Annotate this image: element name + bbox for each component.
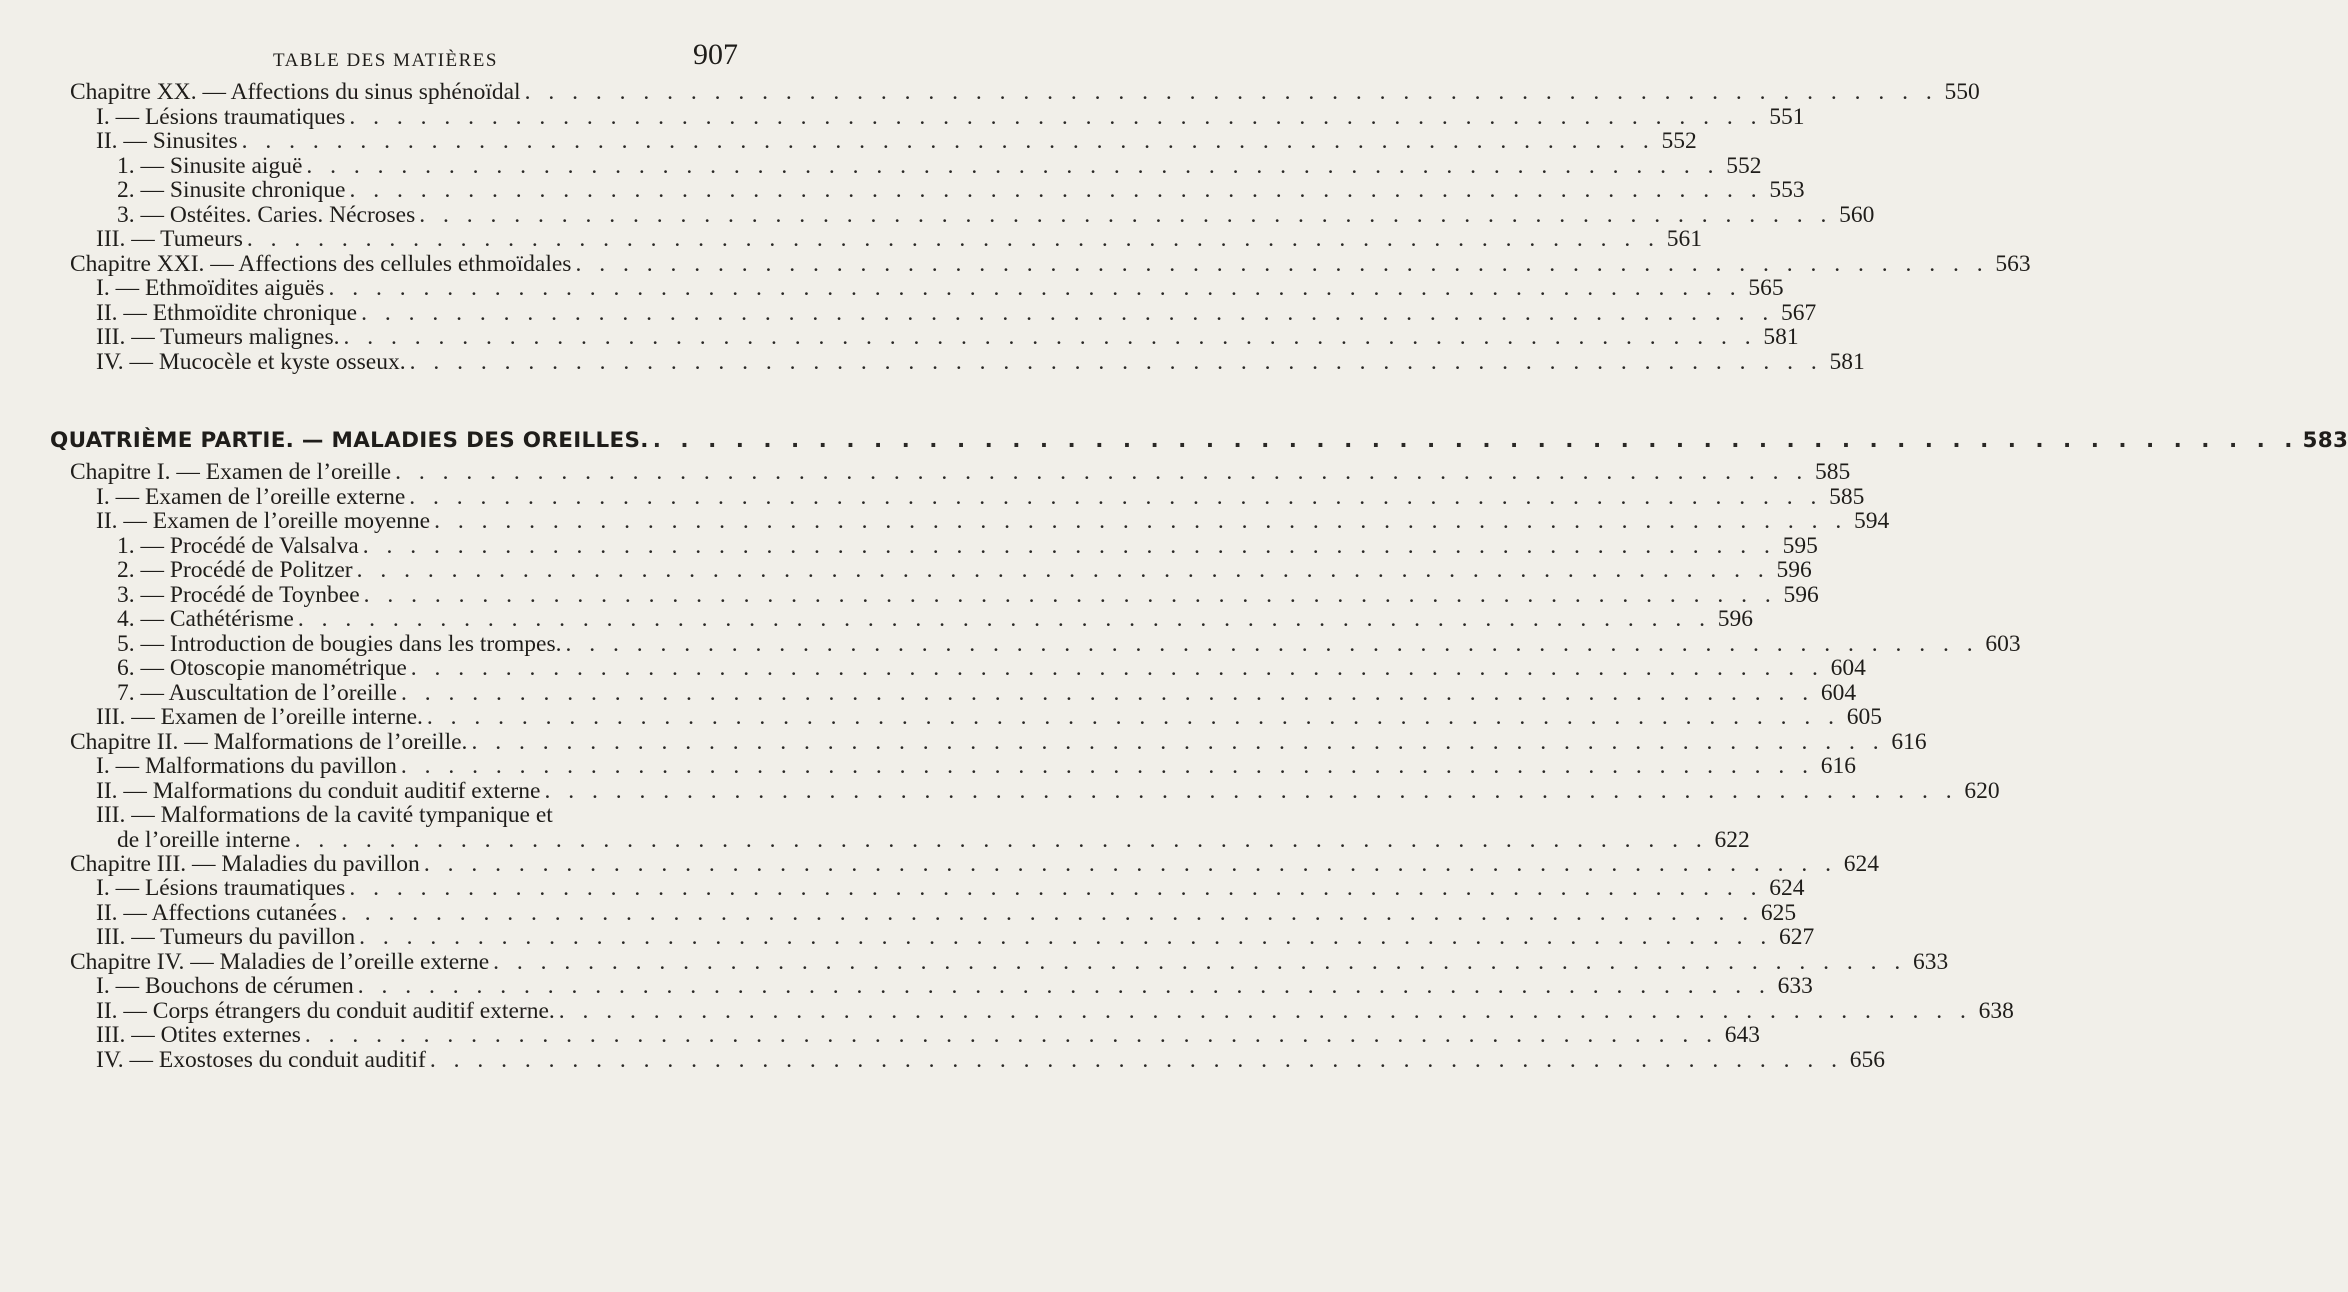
toc-entry-label: 1. — Sinusite aiguë xyxy=(117,152,303,179)
toc-entry-row xyxy=(0,997,2014,1024)
dot-leader: . . . . . . . . . . . . . . . . . . . . . . . . . . . . . . . . . . . . . . . . . . . . . . . . . . . . . . . . . . . . xyxy=(349,875,1763,901)
dot-leader: . . . . . . . . . . . . . . . . . . . . . . . . . . . . . . . . . . . . . . . . . . . . . . . . . . . . . . . . . . . . xyxy=(297,606,1711,632)
running-title: TABLE DES MATIÈRES xyxy=(273,50,498,71)
toc-entry-label: II. — Examen de l’oreille moyenne xyxy=(96,508,431,534)
toc-page-number: 624 xyxy=(1843,850,1879,877)
toc-entry-label: 7. — Auscultation de l’oreille xyxy=(117,679,397,706)
toc-entry-label: Chapitre I. — Examen de l’oreille xyxy=(70,459,392,485)
dot-leader: . . . . . . . . . . . . . . . . . . . . . . . . . . . . . . . . . . . . . . . . . . . . . . . . . . . . . . . . . . . . xyxy=(246,226,1661,252)
toc-page-number: 560 xyxy=(1839,201,1875,228)
page-number: 907 xyxy=(693,38,738,71)
dot-leader: . . . . . . . . . . . . . . . . . . . . . . . . . . . . . . . . . . . . . . . . . . . . . . . . . . . . . . . . . . . . xyxy=(410,655,1824,681)
toc-page-number: 552 xyxy=(1726,152,1762,179)
dot-leader: . . . . . . . . . . . . . . . . . . . . . . . . . . . . . . . . . . . . . . . . . . . . . . . . . . . . . . . . . . . . xyxy=(341,899,1755,926)
toc-entry-label: II. — Malformations du conduit auditif externe xyxy=(96,777,541,804)
toc-chapter-row xyxy=(0,850,1879,877)
dot-leader: . . . . . . . . . . . . . . . . . . . . . . . . . . . . . . . . . . . . . . . . . . . . . . . . . . . . . . . . . . . . xyxy=(544,777,1958,804)
toc-page-number: 616 xyxy=(1891,728,1927,755)
dot-leader: . . . . . . . . . . . . . . . . . . . . . . . . . . . . . . . . . . . . . . . . . . . . . . . . . . . . . . . . . . . . xyxy=(357,973,1771,999)
dot-leader: . . . . . . . . . . . . . . . . . . . . . . . . . . . . . . . . . . . . . . . . . . . . . . . . . . . . . . . . . . . . xyxy=(419,201,1833,228)
dot-leader: . . . . . . . . . . . . . . . . . . . . . . . . . . . . . . . . . . . . . . . . . . . . . . . . . . . . . . . . . . . . xyxy=(361,299,1775,326)
dot-leader: . . . . . . . . . . . . . . . . . . . . . . . . . . . . . . . . . . . . . . . . . . . . . . . . . . . . . . . . . . . . xyxy=(429,1046,1843,1073)
dot-leader: . . . . . . . . . . . . . . . . . . . . . . . . . . . . . . . . . . . . . . . . . . . . . . . . . . . . . . . . . . . . xyxy=(575,250,1989,277)
dot-leader: . . . . . . . . . . . . . . . . . . . . . . . . . . . . . . . . . . . . . . . . . . . . . . . . . . . . . . . . . . . . xyxy=(241,128,1655,154)
toc-entry-label: 5. — Introduction de bougies dans les trompes. xyxy=(117,630,562,657)
toc-entry-label: III. — Tumeurs xyxy=(96,226,243,252)
toc-entry-label: II. — Sinusites xyxy=(96,128,238,154)
toc-entry-label: I. — Examen de l’oreille externe xyxy=(96,483,406,510)
toc-page-number: 551 xyxy=(1769,103,1805,130)
toc-page-number: 581 xyxy=(1829,348,1865,375)
toc-entry-label: I. — Malformations du pavillon xyxy=(96,753,397,779)
toc-page-number: 616 xyxy=(1820,753,1857,779)
dot-leader: . . . . . . . . . . . . . . . . . . . . . . . . . . . . . . . . . . . . . . . . . . . . . . . . . . . . . . . . . . . . xyxy=(306,152,1720,179)
toc-entry-row xyxy=(0,275,1784,301)
toc-entry-row xyxy=(0,324,1799,350)
dot-leader: . . . . . . . . . . . . . . . . . . . . . . . . . . . . . . . . . . . . . . . . . . . . . . . . . . . . . . . . . . . . xyxy=(400,753,1815,779)
toc-entry-row xyxy=(0,532,1818,559)
toc-entry-label: 2. — Procédé de Politzer xyxy=(117,557,353,583)
toc-entry-row xyxy=(0,875,1805,901)
toc-entry-row xyxy=(0,348,1865,375)
toc-chapter-row xyxy=(0,948,1949,975)
dot-leader: . . . . . . . . . . . . . . . . . . . . . . . . . . . . . . . . . . . . . . . . . . . . . . . . . . . . . . . . . . . . xyxy=(558,997,1972,1024)
toc-page-number: 638 xyxy=(1978,997,2014,1024)
dot-leader: . . . . . . . . . . . . . . . . . . . . . . . . . . . . . . . . . . . . . . . . . . . . . . . . . . . . . . . . . . . . xyxy=(471,728,1885,755)
toc-entry-row xyxy=(0,508,1890,534)
toc-entry-row xyxy=(0,226,1703,252)
toc-entry-label: IV. — Exostoses du conduit auditif xyxy=(96,1046,426,1073)
dot-leader: . . . . . . . . . . . . . . . . . . . . . . . . . . . . . . . . . . . . . . . . . . . . . . . . . . . . . . . . . . . . xyxy=(294,826,1708,853)
dot-leader: . . . . . . . . . . . . . . . . . . . . . . . . . . . . . . . . . . . . . . . . . . . . . . . . . . . . . . . . . . . . xyxy=(409,348,1823,375)
toc-entry-label: 2. — Sinusite chronique xyxy=(117,177,346,203)
toc-entry-label: II. — Affections cutanées xyxy=(96,899,338,926)
section-gap xyxy=(0,374,800,426)
toc-entry-label: de l’oreille interne xyxy=(117,826,291,853)
toc-entry-label: 3. — Ostéites. Caries. Nécroses xyxy=(117,201,416,228)
toc-entry-label: III. — Otites externes xyxy=(96,1022,301,1048)
table-of-contents xyxy=(0,79,2348,1073)
toc-entry-row xyxy=(0,655,1866,681)
toc-chapter-row xyxy=(0,79,1980,105)
toc-chapter-row xyxy=(0,250,2031,277)
toc-page-number: 624 xyxy=(1769,875,1805,901)
toc-entry-label: I. — Lésions traumatiques xyxy=(96,875,346,901)
dot-leader: . . . . . . . . . . . . . . . . . . . . . . . . . . . . . . . . . . . . . . . . . . . . . . . . . . . . . . . . . . . . xyxy=(328,275,1742,301)
toc-entry-row xyxy=(0,201,1875,228)
toc-entry-row xyxy=(0,679,1857,706)
toc-entry-label: Chapitre III. — Maladies du pavillon xyxy=(70,850,420,877)
toc-page-number: 625 xyxy=(1760,899,1797,926)
toc-page-number: 561 xyxy=(1666,226,1703,252)
toc-entry-label: III. — Malformations de la cavité tympanique et xyxy=(96,802,553,828)
toc-entry-label: I. — Bouchons de cérumen xyxy=(96,973,354,999)
toc-entry-row xyxy=(0,103,1805,130)
dot-leader: . . . . . . . . . . . . . . . . . . . . . . . . . . . . . . . . . . . . . . . . . . . . . . . . . . . . . . . . . . . . xyxy=(349,177,1763,203)
toc-page-number: 596 xyxy=(1776,557,1812,583)
dot-leader: . . . . . . . . . . . . . . . . . . . . . . . . . . . . . . . . . . . . . . . . . . . . . . . . . . . . . . . . . . . . xyxy=(356,557,1770,583)
dot-leader: . . . . . . . . . . . . . . . . . . . . . . . . . . . . . . . . . . . . . . . . . . . . . . . . . . . . . . . . . . . . xyxy=(434,508,1848,534)
toc-entry-label: 4. — Cathétérisme xyxy=(117,606,294,632)
toc-entry-label: II. — Corps étrangers du conduit auditif externe. xyxy=(96,997,555,1024)
toc-page-number: 563 xyxy=(1995,250,2031,277)
dot-leader: . . . . . . . . . . . . . . . . . . . . . . . . . . . . . . . . . . . . . . . . . . . . . . . . . . . . . . . . . . . . xyxy=(409,483,1823,510)
dot-leader: . . . . . . . . . . . . . . . . . . . . . . . . . . . . . . . . . . . . . . . . . . . . . . . . . . . . . . . . . . . . xyxy=(565,630,1979,657)
toc-entry-label: I. — Lésions traumatiques xyxy=(96,103,346,130)
dot-leader: . . . . . . . . . . . . . . . . . . . . . . . . . . . . . . . . . . . . . . . . . . . . . . . . . . . . . . . . . . . . xyxy=(349,103,1763,130)
toc-entry-row xyxy=(0,777,2000,804)
toc-page-number: 627 xyxy=(1779,924,1815,950)
dot-leader: . . . . . . . . . . . . . . . . . . . . . . . . . . . . . . . . . . . . . . . . . . . . . . . . . . . . . . . . . . . . xyxy=(400,679,1815,706)
toc-page-number: 595 xyxy=(1782,532,1818,559)
toc-page-number: 553 xyxy=(1769,177,1805,203)
toc-page-number: 585 xyxy=(1829,483,1865,510)
toc-page-number: 581 xyxy=(1763,324,1799,350)
toc-entry-row xyxy=(0,581,1819,608)
toc-page-number: 594 xyxy=(1853,508,1890,534)
toc-page-number: 604 xyxy=(1830,655,1866,681)
toc-page-number: 565 xyxy=(1748,275,1784,301)
toc-entry-label: 6. — Otoscopie manométrique xyxy=(117,655,407,681)
dot-leader: . . . . . . . . . . . . . . . . . . . . . . . . . . . . . . . . . . . . . . . . . . . . . . . . . . . . . . . . . . . . xyxy=(362,532,1776,559)
dot-leader: . . . . . . . . . . . . . . . . . . . . . . . . . . . . . . . . . . . . . . . . . . . . . . . . . . . . . . . . . . . . xyxy=(395,459,1809,485)
toc-page-number: 622 xyxy=(1714,826,1750,853)
dot-leader: . . . . . . . . . . . . . . . . . . . . . . . . . . . . . . . . . . . . . . . . . . . . . . . . . . . . . . . . . . . . xyxy=(423,850,1837,877)
toc-entry-row xyxy=(0,704,1883,730)
running-head xyxy=(0,38,800,78)
toc-entry-row xyxy=(0,753,1857,779)
toc-page-number: 656 xyxy=(1849,1046,1885,1073)
dot-leader: . . . . . . . . . . . . . . . . . . . . . . . . . . . . . . . . . . . . . . . . . . . . . . . . . . . . . . . . . . . . xyxy=(359,924,1773,950)
toc-entry-label: III. — Tumeurs malignes. xyxy=(96,324,340,350)
toc-entry-row xyxy=(0,1046,1885,1073)
toc-entry-row xyxy=(0,483,1865,510)
toc-entry-row xyxy=(0,924,1815,950)
toc-page-number: 604 xyxy=(1820,679,1857,706)
toc-entry-label: II. — Ethmoïdite chronique xyxy=(96,299,358,326)
toc-page-number: 567 xyxy=(1780,299,1817,326)
toc-entry-label: 1. — Procédé de Valsalva xyxy=(117,532,359,559)
toc-entry-row xyxy=(0,152,1762,179)
toc-page-number: 633 xyxy=(1777,973,1813,999)
dot-leader: . . . . . . . . . . . . . . . . . . . . . . . . . . . . . . . . . . . . . . . . . . . . . . . . . . . . . . . . . . . . xyxy=(343,324,1757,350)
toc-entry-row xyxy=(0,826,1750,853)
toc-entry-row xyxy=(0,973,1813,999)
toc-chapter-row xyxy=(0,459,1851,485)
toc-page-number: 620 xyxy=(1964,777,2000,804)
toc-page-number: 633 xyxy=(1913,948,1949,975)
toc-entry-row xyxy=(0,299,1817,326)
dot-leader: . . . . . . . . . . . . . . . . . . . . . . . . . . . . . . . . . . . . . . . . . . . . . . . . . . . . . . . . . . . . xyxy=(652,428,2299,453)
dot-leader: . . . . . . . . . . . . . . . . . . . . . . . . . . . . . . . . . . . . . . . . . . . . . . . . . . . . . . . . . . . . xyxy=(363,581,1777,608)
toc-entry-label: Chapitre XX. — Affections du sinus sphénoïdal xyxy=(70,79,521,105)
toc-entry-label: IV. — Mucocèle et kyste osseux. xyxy=(96,348,406,375)
toc-chapter-row xyxy=(0,728,1927,755)
toc-entry-label: 3. — Procédé de Toynbee xyxy=(117,581,360,608)
toc-entry-row xyxy=(0,630,2021,657)
toc-entry-row xyxy=(0,1022,1761,1048)
toc-entry-row xyxy=(0,557,1812,583)
toc-page-number: 583 xyxy=(2302,428,2348,453)
toc-page-number: 550 xyxy=(1944,79,1980,105)
toc-page-number: 643 xyxy=(1724,1022,1761,1048)
toc-entry-label: III. — Tumeurs du pavillon xyxy=(96,924,356,950)
toc-entry-row xyxy=(0,803,800,828)
toc-part-row xyxy=(0,426,2348,456)
toc-page-number: 596 xyxy=(1717,606,1753,632)
dot-leader: . . . . . . . . . . . . . . . . . . . . . . . . . . . . . . . . . . . . . . . . . . . . . . . . . . . . . . . . . . . . xyxy=(304,1022,1719,1048)
toc-entry-label: III. — Examen de l’oreille interne. xyxy=(96,704,423,730)
toc-entry-label: Chapitre XXI. — Affections des cellules ethmoïdales xyxy=(70,250,572,277)
toc-page-number: 585 xyxy=(1814,459,1851,485)
dot-leader: . . . . . . . . . . . . . . . . . . . . . . . . . . . . . . . . . . . . . . . . . . . . . . . . . . . . . . . . . . . . xyxy=(493,948,1907,975)
dot-leader: . . . . . . . . . . . . . . . . . . . . . . . . . . . . . . . . . . . . . . . . . . . . . . . . . . . . . . . . . . . . xyxy=(426,704,1841,730)
toc-entry-row xyxy=(0,177,1805,203)
toc-page-number: 603 xyxy=(1985,630,2021,657)
toc-page-number: 552 xyxy=(1661,128,1697,154)
toc-entry-label: Chapitre II. — Malformations de l’oreille. xyxy=(70,728,468,755)
toc-entry-row xyxy=(0,128,1697,154)
dot-leader: . . . . . . . . . . . . . . . . . . . . . . . . . . . . . . . . . . . . . . . . . . . . . . . . . . . . . . . . . . . . xyxy=(524,79,1938,105)
toc-entry-row xyxy=(0,899,1797,926)
toc-entry-row xyxy=(0,606,1753,632)
toc-page-number: 605 xyxy=(1846,704,1883,730)
toc-page-number: 596 xyxy=(1783,581,1819,608)
toc-entry-label: Chapitre IV. — Maladies de l’oreille externe xyxy=(70,948,490,975)
toc-entry-label: I. — Ethmoïdites aiguës xyxy=(96,275,325,301)
toc-entry-label: QUATRIÈME PARTIE. — MALADIES DES OREILLES. xyxy=(50,428,649,453)
